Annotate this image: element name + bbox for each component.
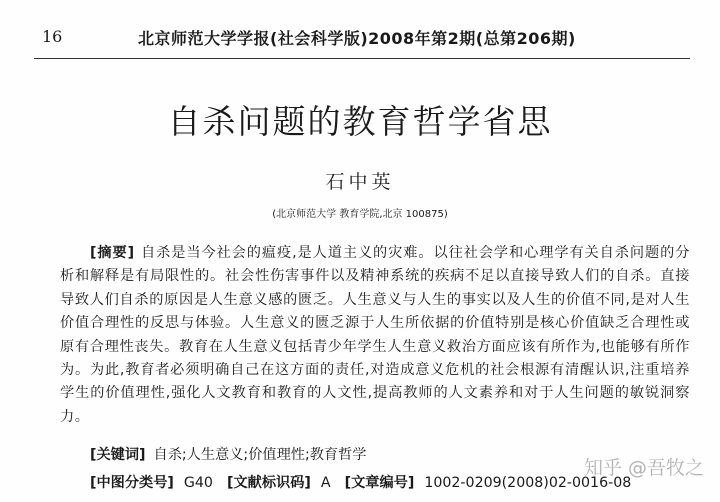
abstract-text: 自杀是当今社会的瘟疫,是人道主义的灾难。以往社会学和心理学有关自杀问题的分析和解释是有局限性的。社会性伤害事件以及精神系统的疾病不足以直接导致人们的自杀。直接导致人们自杀的原因是人生意义感的匮乏。人生意义与人生的事实以及人生的价值不同,是对人生价值合理性的反思与体验。人生意义的匮乏源于人生所依据的价值特别是核心价值缺乏合理性或原有合理性丧失。教育在人生意义包括青少年学生人生意义救治方面应该有所作为,也能够有所作为。为此,教育者必须明确自己在这方面的责任,对造成意义危机的社会根源有清醒认识,注重培养学生的价值理性,强化人文教育和教育的人文性,提高教师的人文素养和对于人生问题的敏锐洞察力。 (60, 245, 690, 425)
header-rule (34, 58, 690, 59)
author-affiliation: (北京师范大学 教育学院,北京 100875) (272, 209, 448, 220)
keywords-text: 自杀;人生意义;价值理性;教育哲学 (153, 447, 367, 463)
classification-line (90, 472, 645, 492)
clc-label: [中图分类号] (90, 475, 174, 491)
article-id-label: [文章编号] (344, 475, 415, 491)
abstract-block (60, 242, 690, 429)
abstract-label: [摘要] (90, 245, 135, 261)
journal-citation: 北京师范大学学报(社会科学版)2008年第2期(总第206期) (138, 29, 576, 48)
doc-code-label: [文献标识码] (226, 475, 311, 491)
doc-code-value: A (320, 475, 331, 491)
page-number: 16 (42, 27, 63, 46)
article-author: 石中英 (325, 171, 395, 193)
running-header (0, 20, 720, 54)
article-title: 自杀问题的教育哲学省思 (167, 102, 553, 141)
keywords-label: [关键词] (90, 447, 146, 463)
zhihu-watermark: 知乎 @吾牧之 (583, 457, 704, 479)
article-id-value: 1002-0209(2008)02-0016-08 (424, 475, 632, 491)
keywords-line (90, 444, 367, 464)
clc-value: G40 (183, 475, 213, 491)
